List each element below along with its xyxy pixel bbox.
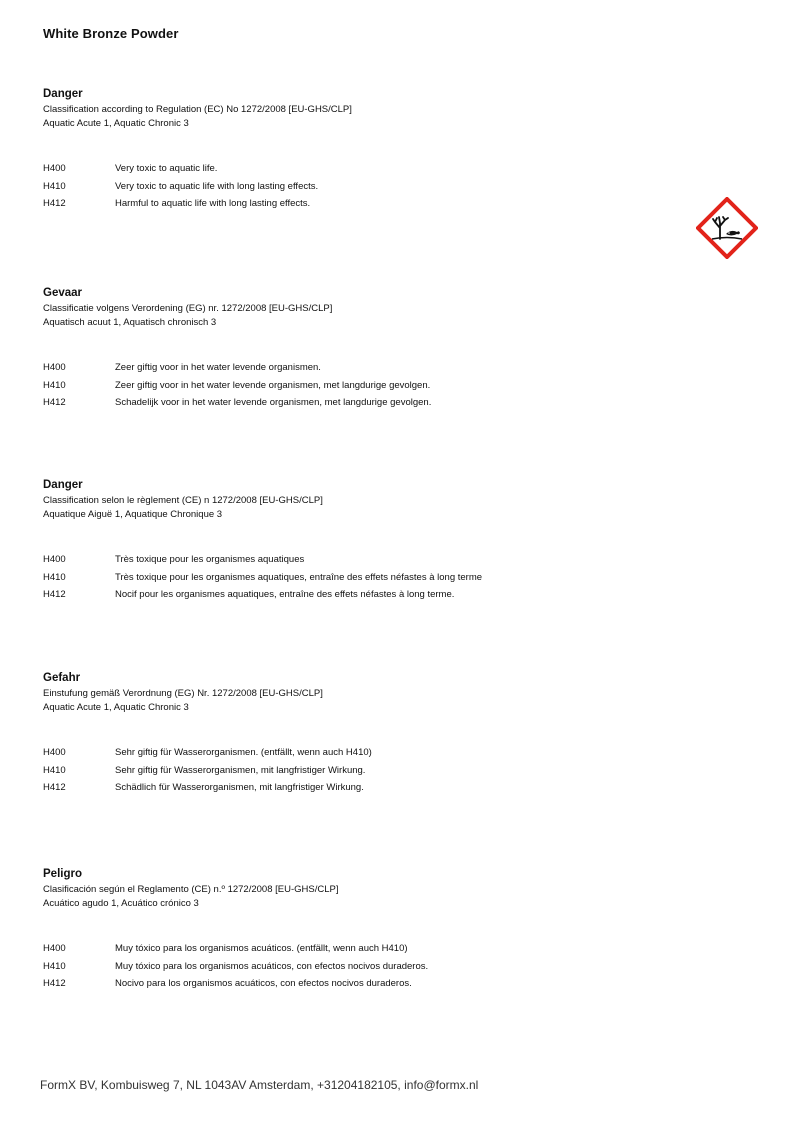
hazard-categories: Aquatic Acute 1, Aquatic Chronic 3 [43,118,189,129]
hazard-statement [43,160,683,178]
hazard-statement-list [43,940,683,993]
hazard-statement [43,744,683,762]
hazard-statement [43,394,683,412]
hazard-code: H412 [43,978,66,990]
hazard-text: Zeer giftig voor in het water levende organismen. [115,362,321,373]
classification-text: Classification selon le règlement (CE) n 1272/2008 [EU-GHS/CLP] [43,495,323,506]
hazard-statement [43,359,683,377]
hazard-code: H412 [43,589,66,601]
section-fr [43,479,683,604]
hazard-code: H400 [43,554,66,565]
hazard-text: Muy tóxico para los organismos acuáticos, con efectos nocivos duraderos. [115,960,429,972]
hazard-code: H400 [43,163,66,174]
hazard-statement [43,975,683,993]
hazard-code: H400 [43,943,66,954]
hazard-statement-list [43,160,683,213]
footer-contact: FormX BV, Kombuisweg 7, NL 1043AV Amsterdam, +31204182105, info@formx.nl [40,1078,479,1092]
hazard-text: Very toxic to aquatic life with long lasting effects. [115,180,319,192]
hazard-code: H410 [43,571,66,583]
hazard-text: Schädlich für Wasserorganismen, mit langfristiger Wirkung. [115,782,364,794]
ghs09-environment-icon [696,197,758,259]
hazard-text: Harmful to aquatic life with long lasting effects. [115,198,311,210]
signal-word: Danger [43,88,83,100]
signal-word: Peligro [43,868,82,880]
hazard-statement [43,551,683,569]
section-de [43,672,683,797]
hazard-statement [43,586,683,604]
hazard-text: Sehr giftig für Wasserorganismen. (entfällt, wenn auch H410) [115,747,372,758]
hazard-code: H412 [43,198,66,210]
hazard-code: H412 [43,782,66,794]
document-title: White Bronze Powder [43,26,179,41]
hazard-text: Nocivo para los organismos acuáticos, con efectos nocivos duraderos. [115,978,412,990]
classification-text: Einstufung gemäß Verordnung (EG) Nr. 1272/2008 [EU-GHS/CLP] [43,688,323,699]
hazard-statement-list [43,744,683,797]
hazard-text: Très toxique pour les organismes aquatiques [115,554,305,565]
hazard-code: H410 [43,960,66,972]
section-es [43,868,683,993]
hazard-text: Nocif pour les organismes aquatiques, entraîne des effets néfastes à long terme. [115,589,455,601]
hazard-statement [43,940,683,958]
hazard-code: H400 [43,747,66,758]
hazard-text: Très toxique pour les organismes aquatiques, entraîne des effets néfastes à long terme [115,571,483,583]
hazard-statement [43,377,683,395]
hazard-code: H412 [43,397,66,409]
hazard-categories: Aquatisch acuut 1, Aquatisch chronisch 3 [43,317,217,328]
hazard-statement [43,195,683,213]
signal-word: Gevaar [43,287,83,299]
hazard-categories: Aquatique Aiguë 1, Aquatique Chronique 3 [43,509,223,520]
hazard-text: Zeer giftig voor in het water levende organismen, met langdurige gevolgen. [115,379,431,391]
signal-word: Gefahr [43,672,81,684]
classification-text: Classification according to Regulation (EC) No 1272/2008 [EU-GHS/CLP] [43,104,352,115]
hazard-code: H410 [43,764,66,776]
hazard-categories: Acuático agudo 1, Acuático crónico 3 [43,898,199,909]
hazard-code: H410 [43,180,66,192]
hazard-text: Muy tóxico para los organismos acuáticos. (entfällt, wenn auch H410) [115,943,408,954]
hazard-statement [43,569,683,587]
hazard-text: Sehr giftig für Wasserorganismen, mit langfristiger Wirkung. [115,764,366,776]
section-nl [43,287,683,412]
signal-word: Danger [43,479,83,491]
hazard-statement-list [43,359,683,412]
hazard-statement-list [43,551,683,604]
hazard-statement [43,958,683,976]
hazard-text: Schadelijk voor in het water levende organismen, met langdurige gevolgen. [115,397,432,409]
hazard-code: H410 [43,379,66,391]
classification-text: Clasificación según el Reglamento (CE) n.º 1272/2008 [EU-GHS/CLP] [43,884,339,895]
hazard-statement [43,178,683,196]
hazard-categories: Aquatic Acute 1, Aquatic Chronic 3 [43,702,189,713]
classification-text: Classificatie volgens Verordening (EG) nr. 1272/2008 [EU-GHS/CLP] [43,303,333,314]
section-en [43,88,683,213]
hazard-code: H400 [43,362,66,373]
hazard-statement [43,762,683,780]
hazard-statement [43,779,683,797]
hazard-text: Very toxic to aquatic life. [115,163,218,174]
